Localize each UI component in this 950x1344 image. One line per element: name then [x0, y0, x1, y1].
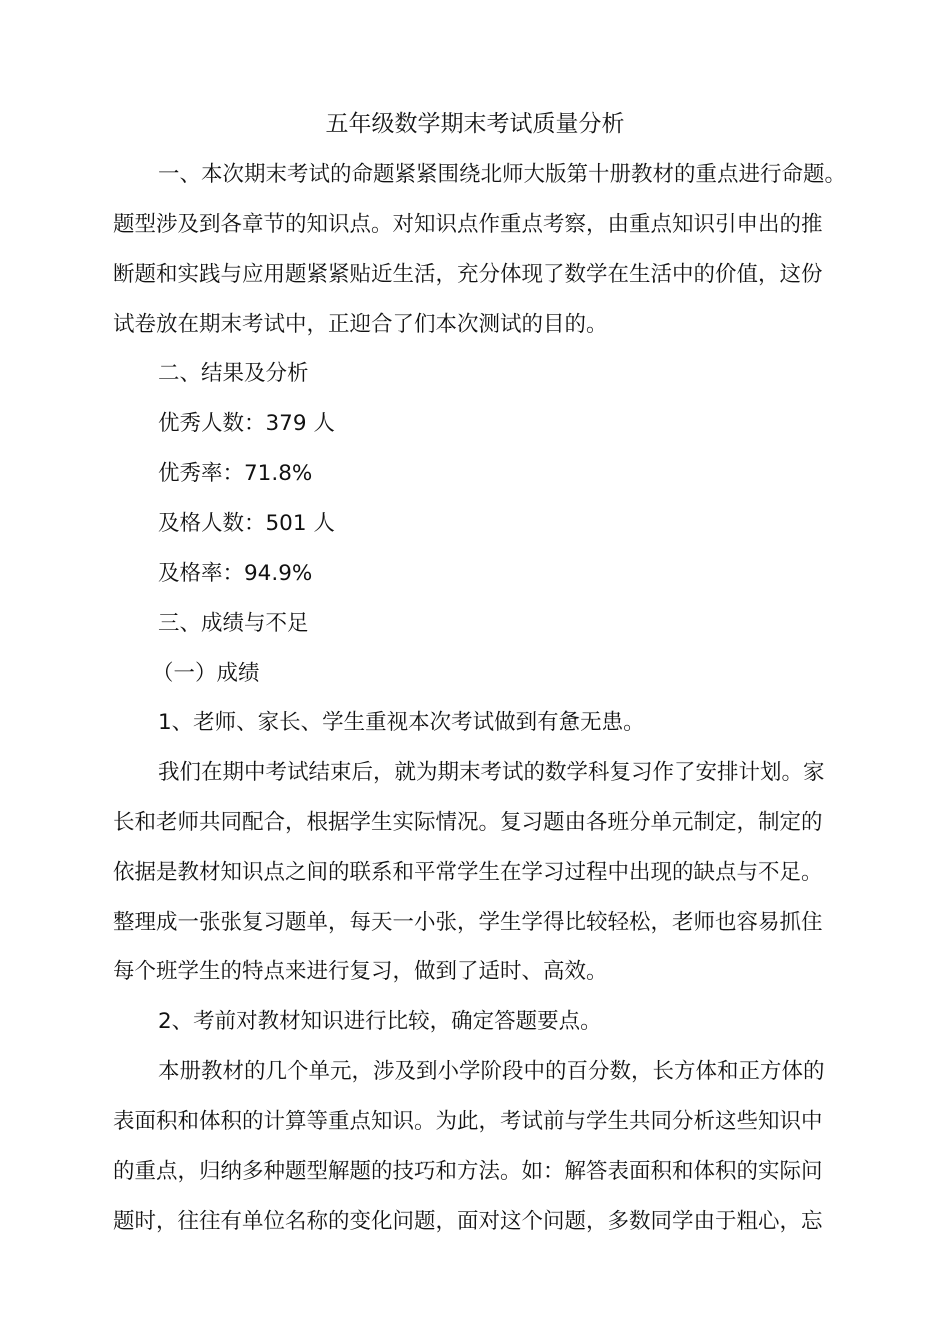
item2-line: 本册教材的几个单元，涉及到小学阶段中的百分数，长方体和正方体的 — [158, 1059, 825, 1084]
item1-heading: 1、老师、家长、学生重视本次考试做到有惫无患。 — [158, 710, 645, 735]
item1-line: 依据是教材知识点之间的联系和平常学生在学习过程中出现的缺点与不足。 — [113, 860, 823, 885]
stat-excellent-count: 优秀人数：379 人 — [158, 411, 335, 436]
stat-excellent-rate: 优秀率：71.8% — [158, 461, 313, 486]
document-title: 五年级数学期末考试质量分析 — [325, 111, 625, 137]
item2-heading: 2、考前对教材知识进行比较，确定答题要点。 — [158, 1009, 602, 1034]
section1-line: 一、本次期末考试的命题紧紧围绕北师大版第十册教材的重点进行命题。 — [158, 162, 847, 187]
item2-line: 的重点，归纳多种题型解题的技巧和方法。如：解答表面积和体积的实际问 — [113, 1159, 823, 1184]
section3-heading: 三、成绩与不足 — [158, 611, 309, 636]
stat-pass-rate: 及格率：94.9% — [158, 561, 313, 586]
section1-line: 题型涉及到各章节的知识点。对知识点作重点考察，由重点知识引申出的推 — [113, 212, 823, 237]
section2-heading: 二、结果及分析 — [158, 361, 309, 386]
section1-line: 试卷放在期末考试中，正迎合了们本次测试的目的。 — [113, 312, 608, 337]
item1-line: 长和老师共同配合，根据学生实际情况。复习题由各班分单元制定，制定的 — [113, 810, 823, 835]
item2-line: 表面积和体积的计算等重点知识。为此，考试前与学生共同分析这些知识中 — [113, 1109, 823, 1134]
item2-line: 题时，往往有单位名称的变化问题，面对这个问题，多数同学由于粗心，忘 — [113, 1209, 823, 1234]
section1-line: 断题和实践与应用题紧紧贴近生活，充分体现了数学在生活中的价值，这份 — [113, 262, 823, 287]
item1-line: 每个班学生的特点来进行复习，做到了适时、高效。 — [113, 959, 608, 984]
section3-subheading: （一）成绩 — [152, 661, 260, 686]
stat-pass-count: 及格人数：501 人 — [158, 511, 335, 536]
item1-line: 我们在期中考试结束后，就为期末考试的数学科复习作了安排计划。家 — [158, 760, 825, 785]
item1-line: 整理成一张张复习题单，每天一小张，学生学得比较轻松，老师也容易抓住 — [113, 910, 823, 935]
